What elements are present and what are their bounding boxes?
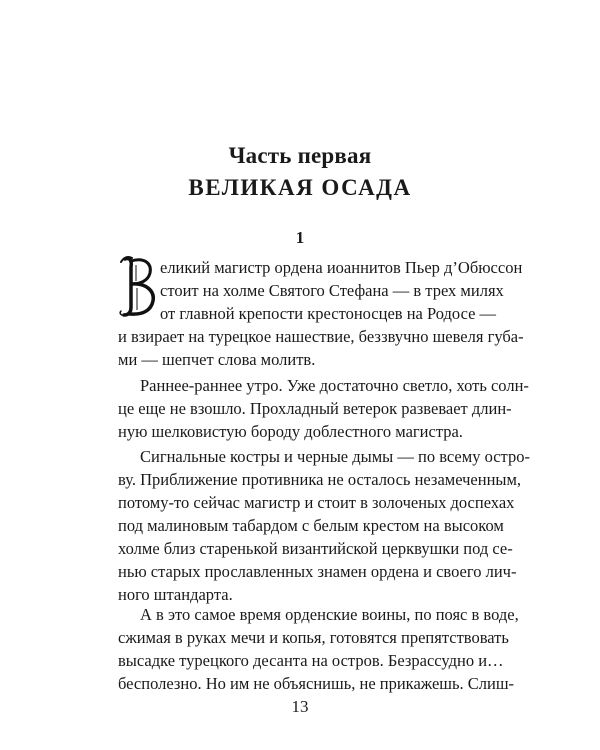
paragraph [118,374,529,443]
text-line: це еще не взошло. Прохладный ветерок развевает длин- [118,399,512,418]
text-line: сжимая в руках мечи и копья, готовятся препятствовать [118,628,509,647]
text-line: от главной крепости крестоносцев на Родосе — [160,304,497,323]
text-line: стоит на холме Святого Стефана — в трех милях [160,281,504,300]
text-line: еликий магистр ордена иоаннитов Пьер д’Обюссон [160,258,523,277]
page-number: 13 [291,697,309,716]
paragraph [118,256,524,371]
paragraph [118,445,530,606]
text-line: холме близ старенькой византийской церквушки под се- [118,539,513,558]
text-line: ву. Приближение противника не осталось незамеченным, [118,470,522,489]
text-line: высадке турецкого десанта на остров. Безрассудно и… [118,651,504,670]
part-title: Часть первая [228,143,372,168]
text-line: ного штандарта. [118,585,233,604]
part-subtitle: ВЕЛИКАЯ ОСАДА [188,175,412,200]
text-line: Сигнальные костры и черные дымы — по всему остро- [140,447,530,466]
text-line: и взирает на турецкое нашествие, беззвучно шевеля губа- [118,327,524,346]
text-line: Раннее-раннее утро. Уже достаточно светло, хоть солн- [140,376,529,395]
text-line: под малиновым табардом с белым крестом на высоком [118,516,504,535]
paragraph [118,603,519,695]
text-line: ми — шепчет слова молитв. [118,350,316,369]
text-line: ную шелковистую бороду доблестного магистра. [118,422,463,441]
chapter-number: 1 [295,228,305,247]
text-line: бесполезно. Но им не объяснишь, не прикажешь. Слиш- [118,674,515,693]
text-line: потому-то сейчас магистр и стоит в золоченых доспехах [118,493,515,512]
text-line: нью старых прославленных знамен ордена и своего лич- [118,562,517,581]
text-line: А в это самое время орденские воины, по пояс в воде, [140,605,519,624]
